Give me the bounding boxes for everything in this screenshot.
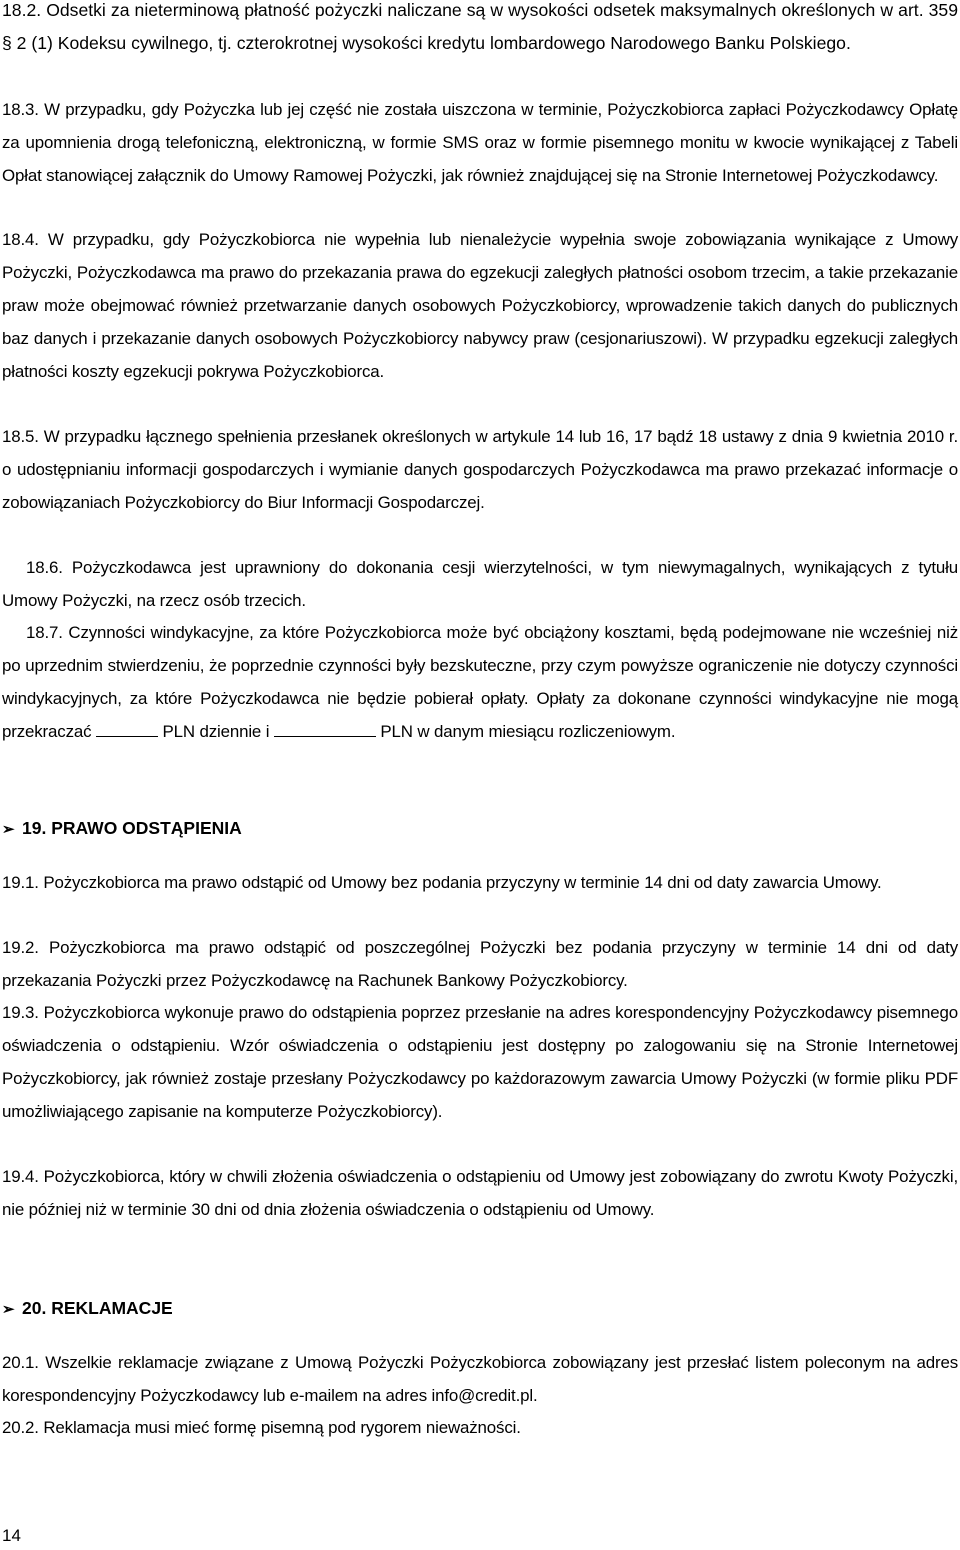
arrow-bullet-icon: ➢: [2, 1301, 15, 1318]
paragraph-18-2: 18.2. Odsetki za nieterminową płatność pożyczki naliczane są w wysokości odsetek maksymalnych określonych w art. 359 § 2 (1) Kodeksu cywilnego, tj. czterokrotnej wysokości kredytu lombardowego Narodowego Banku Polskiego.: [2, 0, 958, 53]
section-heading-20-text: 20. REKLAMACJE: [22, 1298, 173, 1318]
paragraph-18-4: 18.4. W przypadku, gdy Pożyczkobiorca nie wypełnia lub nienależycie wypełnia swoje zobowiązania wynikające z Umowy Pożyczki, Pożyczkodawca ma prawo do przekazania prawa do egzekucji zaległych płatności osobom trzecim, a takie przekazanie praw może obejmować również przetwarzanie danych osobowych Pożyczkobiorcy, wprowadzenie takich danych do publicznych baz danych i przekazanie danych osobowych Pożyczkobiorcy nabywcy praw (cesjonariuszowi). W przypadku egzekucji zaległych płatności koszty egzekucji pokrywa Pożyczkobiorca.: [2, 230, 958, 381]
paragraph-18-7-text-3: PLN w danym miesiącu rozliczeniowym.: [380, 722, 676, 741]
paragraph-20-1: 20.1. Wszelkie reklamacje związane z Umową Pożyczki Pożyczkobiorca zobowiązany jest przesłać listem poleconym na adres korespondencyjny Pożyczkodawcy lub e-mailem na adres info@credit.pl.: [2, 1353, 958, 1405]
paragraph-19-3: 19.3. Pożyczkobiorca wykonuje prawo do odstąpienia poprzez przesłanie na adres korespondencyjny Pożyczkodawcy pisemnego oświadczenia o odstąpieniu. Wzór oświadczenia o odstąpieniu jest dostępny po zalogowaniu się na Stronie Internetowej Pożyczkobiorcy, jak również zostaje przesłany Pożyczkodawcy po każdorazowym zawarcia Umowy Pożyczki (w formie pliku PDF umożliwiającego zapisanie na komputerze Pożyczkobiorcy).: [2, 1003, 958, 1121]
paragraph-20-2: 20.2. Reklamacja musi mieć formę pisemną pod rygorem nieważności.: [2, 1418, 521, 1437]
paragraph-18-7: [2, 616, 958, 748]
page-number: 14: [2, 1526, 21, 1545]
fill-in-blank-daily-limit[interactable]: [96, 720, 158, 737]
fill-in-blank-monthly-limit[interactable]: [274, 720, 376, 737]
paragraph-19-2: 19.2. Pożyczkobiorca ma prawo odstąpić od poszczególnej Pożyczki bez podania przyczyny w terminie 14 dni od daty przekazania Pożyczki przez Pożyczkodawcę na Rachunek Bankowy Pożyczkobiorcy.: [2, 938, 958, 990]
paragraph-18-6: 18.6. Pożyczkodawca jest uprawniony do dokonania cesji wierzytelności, w tym niewymagalnych, wynikających z tytułu Umowy Pożyczki, na rzecz osób trzecich.: [2, 558, 958, 610]
arrow-bullet-icon: ➢: [2, 821, 15, 838]
paragraph-18-5: 18.5. W przypadku łącznego spełnienia przesłanek określonych w artykule 14 lub 16, 17 bądź 18 ustawy z dnia 9 kwietnia 2010 r. o udostępnianiu informacji gospodarczych i wymianie danych gospodarczych Pożyczkodawca ma prawo przekazać informacje o zobowiązaniach Pożyczkobiorcy do Biur Informacji Gospodarczej.: [2, 427, 958, 512]
paragraph-18-3: 18.3. W przypadku, gdy Pożyczka lub jej część nie została uiszczona w terminie, Pożyczkobiorca zapłaci Pożyczkodawcy Opłatę za upomnienia drogą telefoniczną, elektroniczną, w formie SMS oraz w formie pisemnego monitu w kwocie wynikającej z Tabeli Opłat stanowiącej załącznik do Umowy Ramowej Pożyczki, jak również znajdującej się na Stronie Internetowej Pożyczkodawcy.: [2, 100, 958, 185]
paragraph-18-7-text-2: PLN dziennie i: [162, 722, 270, 741]
paragraph-19-4: 19.4. Pożyczkobiorca, który w chwili złożenia oświadczenia o odstąpieniu od Umowy jest zobowiązany do zwrotu Kwoty Pożyczki, nie później niż w terminie 30 dni od dnia złożenia oświadczenia o odstąpieniu od Umowy.: [2, 1167, 958, 1219]
section-heading-19: [2, 812, 242, 846]
paragraph-19-1: 19.1. Pożyczkobiorca ma prawo odstąpić od Umowy bez podania przyczyny w terminie 14 dni od daty zawarcia Umowy.: [2, 873, 882, 892]
paragraph-18-7-text: 18.7. Czynności windykacyjne, za które Pożyczkobiorca może być obciążony kosztami, będą podejmowane nie wcześniej niż po uprzednim stwierdzeniu, że poprzednie czynności były bezskuteczne, przy czym powyższe ograniczenie nie dotyczy czynności windykacyjnych, za które Pożyczkodawca nie będzie pobierał opłaty. Opłaty za dokonane czynności windykacyjne nie mogą przekraczać: [2, 623, 958, 741]
section-heading-20: [2, 1292, 173, 1326]
section-heading-19-text: 19. PRAWO ODSTĄPIENIA: [22, 818, 242, 838]
